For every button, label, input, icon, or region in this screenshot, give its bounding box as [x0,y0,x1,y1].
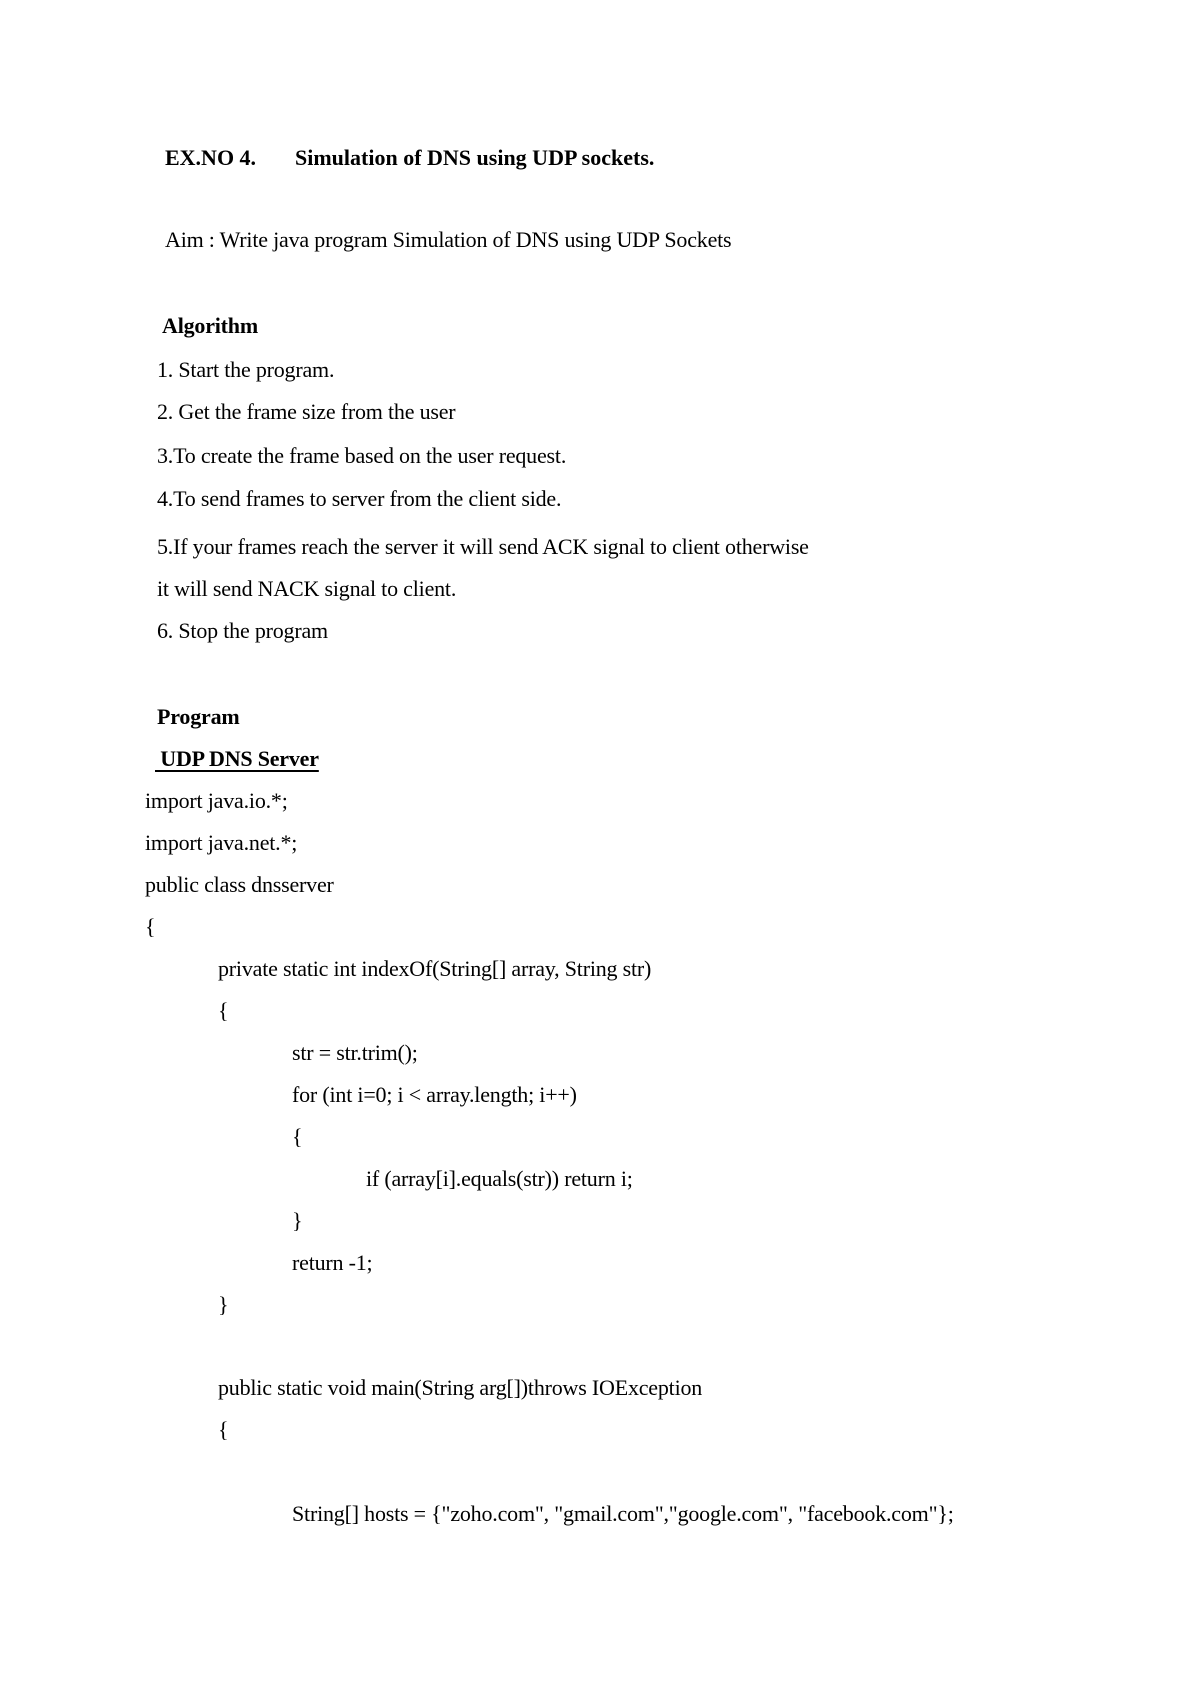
code-line: str = str.trim(); [292,1040,418,1065]
algorithm-step: 6. Stop the program [157,618,328,643]
code-line: { [292,1124,303,1149]
code-line: } [292,1208,303,1233]
algorithm-step: 3.To create the frame based on the user request. [157,443,567,468]
code-line: private static int indexOf(String[] array, String str) [218,956,652,981]
program-heading: Program [157,704,240,729]
code-line: { [218,998,229,1023]
code-line: public class dnsserver [145,872,334,897]
code-line: if (array[i].equals(str)) return i; [366,1166,633,1191]
code-line: return -1; [292,1250,373,1275]
aim-text: Aim : Write java program Simulation of DNS using UDP Sockets [165,227,732,252]
code-line: { [218,1417,229,1442]
code-line: import java.io.*; [145,788,288,813]
algorithm-step: 1. Start the program. [157,357,335,382]
code-line: import java.net.*; [145,830,298,855]
code-line: for (int i=0; i < array.length; i++) [292,1082,577,1107]
code-line: public static void main(String arg[])throws IOException [218,1375,703,1400]
algorithm-step: 2. Get the frame size from the user [157,399,456,424]
exercise-number: EX.NO 4. [165,145,257,170]
algorithm-step: 5.If your frames reach the server it will send ACK signal to client otherwise [157,534,809,559]
algorithm-step: 4.To send frames to server from the client side. [157,486,562,511]
code-line: { [145,914,156,939]
code-line: String[] hosts = {"zoho.com", "gmail.com","google.com", "facebook.com"}; [292,1501,954,1526]
algorithm-heading: Algorithm [162,313,258,338]
code-line: } [218,1292,229,1317]
exercise-title-text: Simulation of DNS using UDP sockets. [295,145,655,170]
algorithm-step: it will send NACK signal to client. [157,576,457,601]
program-subheading: UDP DNS Server [155,746,319,771]
